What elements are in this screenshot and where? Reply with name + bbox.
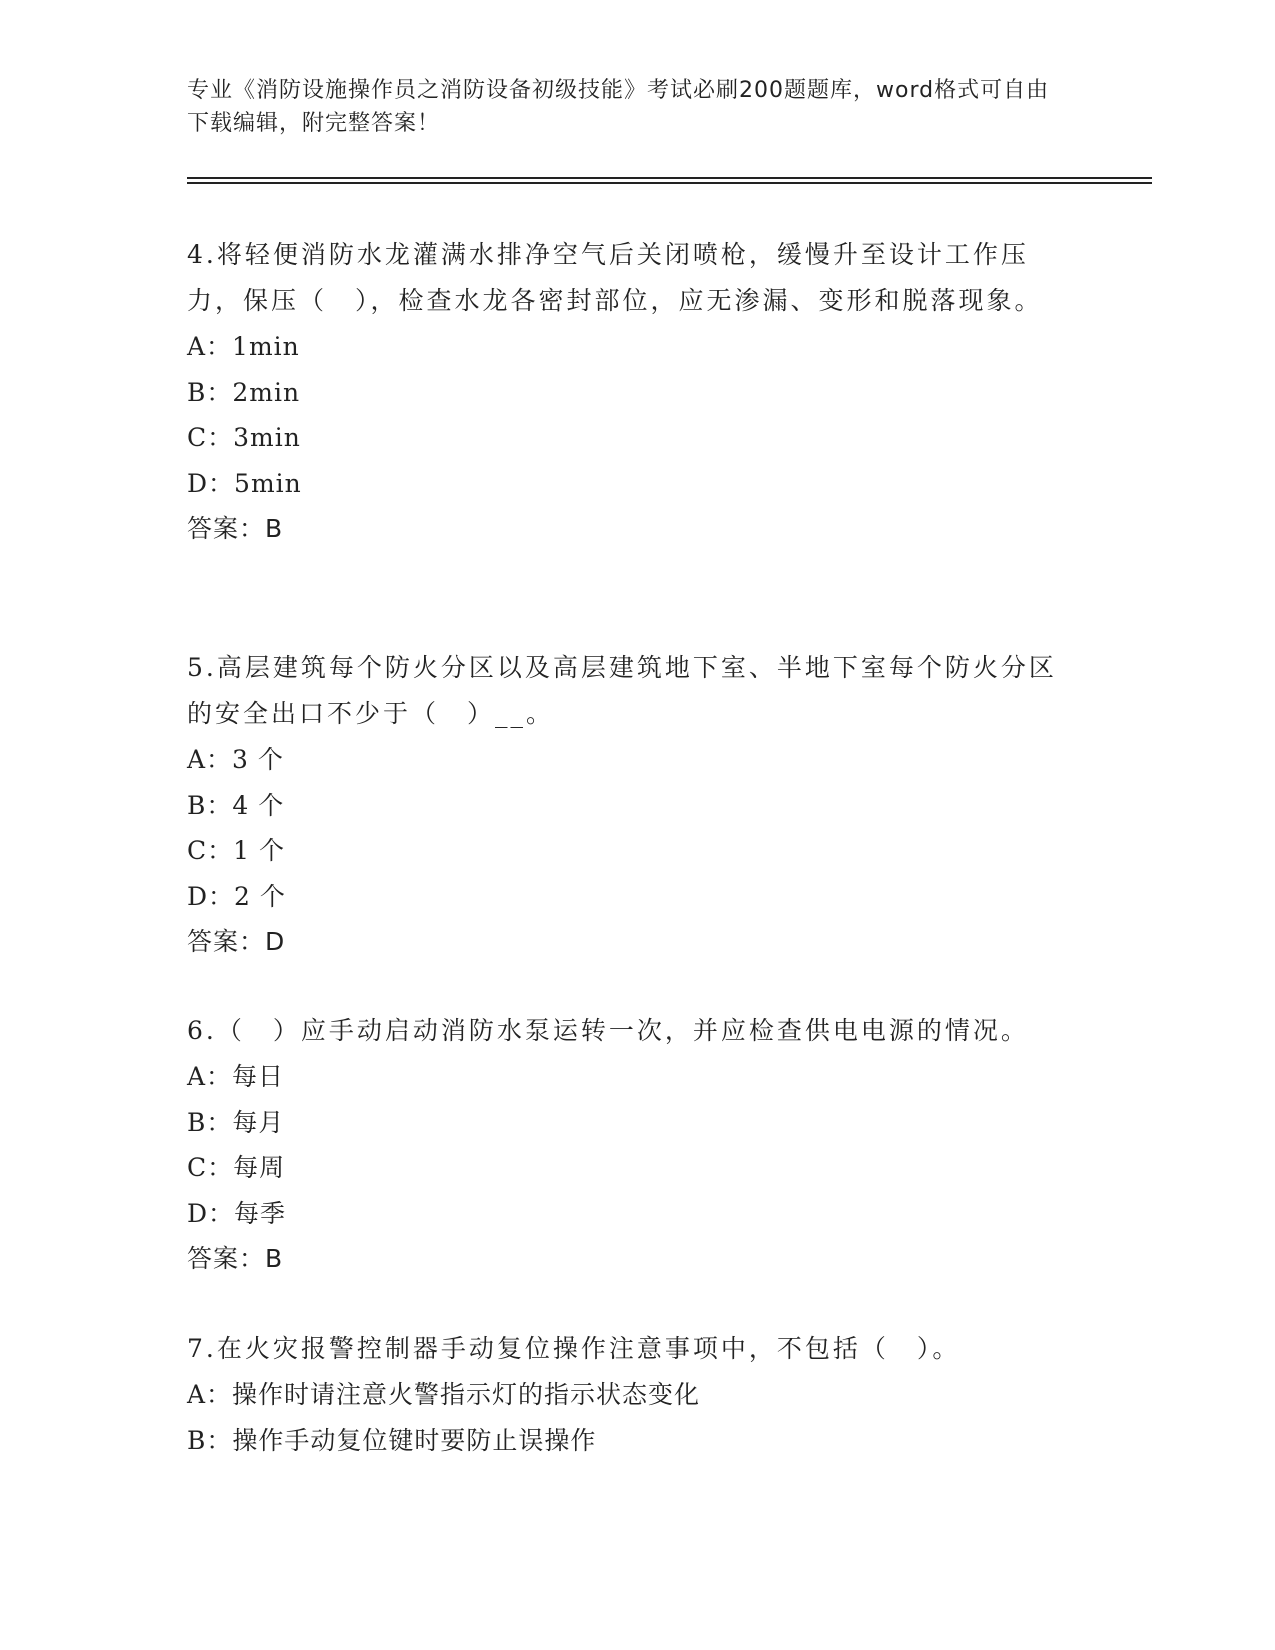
option-b: B：操作手动复位键时要防止误操作 bbox=[187, 1425, 597, 1455]
question-stem: 7.在火灾报警控制器手动复位操作注意事项中，不包括（ ）。 bbox=[187, 1334, 961, 1363]
option-b: B：4 个 bbox=[187, 790, 285, 820]
option-c: C：1 个 bbox=[187, 836, 285, 865]
option-b: B：每月 bbox=[187, 1107, 285, 1137]
header-rule-bottom bbox=[187, 182, 1152, 184]
answer-line: 答案：B bbox=[187, 514, 284, 543]
answer-line: 答案：D bbox=[187, 927, 286, 956]
question-stem: 4.将轻便消防水龙灌满水排净空气后关闭喷枪，缓慢升至设计工作压力，保压（ ），检查水龙各密封部位，应无渗漏、变形和脱落现象。 bbox=[187, 240, 1043, 315]
option-d: D：每季 bbox=[187, 1198, 287, 1228]
question-stem: 5.高层建筑每个防火分区以及高层建筑地下室、半地下室每个防火分区的安全出口不少于（ ）__。 bbox=[187, 653, 1057, 728]
option-d: D：2 个 bbox=[187, 881, 286, 911]
answer-line: 答案：B bbox=[187, 1244, 284, 1273]
question-7 bbox=[187, 1326, 1067, 1463]
option-b: B：2min bbox=[187, 377, 301, 407]
option-a: A：1min bbox=[187, 332, 300, 361]
document-header: 专业《消防设施操作员之消防设备初级技能》考试必刷200题题库，word格式可自由下载编辑，附完整答案！ bbox=[187, 78, 1050, 136]
option-c: C：每周 bbox=[187, 1153, 286, 1182]
option-d: D：5min bbox=[187, 468, 302, 498]
question-4 bbox=[187, 232, 1067, 552]
question-6 bbox=[187, 1008, 1067, 1282]
question-5 bbox=[187, 645, 1067, 965]
option-c: C：3min bbox=[187, 423, 301, 452]
option-a: A：3 个 bbox=[187, 745, 284, 774]
header-rule-top bbox=[187, 177, 1152, 179]
option-a: A：每日 bbox=[187, 1062, 285, 1091]
option-a: A：操作时请注意火警指示灯的指示状态变化 bbox=[187, 1380, 701, 1409]
question-stem: 6.（ ）应手动启动消防水泵运转一次，并应检查供电电源的情况。 bbox=[187, 1016, 1029, 1045]
